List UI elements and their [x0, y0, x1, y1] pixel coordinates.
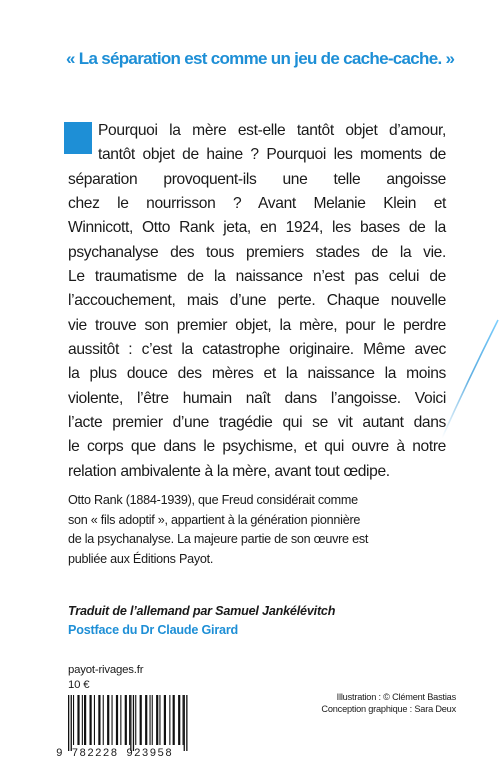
barcode-bar [186, 695, 187, 751]
blurb-line: Pourquoi la mère est-elle tantôt objet d’amour, [98, 122, 446, 139]
barcode-bar [82, 695, 83, 745]
bio-line: de la psychanalyse. La majeure partie de son œuvre est [68, 532, 369, 547]
barcode-bar [84, 695, 86, 745]
translator-credit: Traduit de l’allemand par Samuel Jankélévitch [68, 604, 336, 618]
barcode-bar [183, 695, 184, 745]
barcode-bar [112, 695, 113, 745]
tagline-quote: « La séparation est comme un jeu de cache-cache. » [66, 49, 455, 68]
bio-line: son « fils adoptif », appartient à la génération pionnière [68, 512, 361, 527]
blurb-line: chez le nourrisson ? Avant Melanie Klein et [68, 195, 446, 213]
barcode-bar [140, 695, 142, 745]
author-bio [68, 491, 458, 569]
blurb-line: l’acte premier d’une tragédie qui se vit autant dans [68, 414, 446, 432]
bio-line: publiée aux Éditions Payot. [68, 551, 214, 566]
blurb-line: tantôt objet de haine ? Pourquoi les moments de [98, 146, 446, 164]
barcode-bar [103, 695, 104, 745]
barcode-bar [173, 695, 175, 745]
barcode-bar [133, 695, 134, 751]
blurb-line: Le traumatisme de la naissance n’est pas celui de [68, 268, 446, 286]
barcode-bar [107, 695, 109, 745]
barcode-bar [135, 695, 136, 745]
barcode-bar [73, 695, 74, 745]
publisher-url[interactable]: payot-rivages.fr [68, 664, 144, 676]
blurb-line: l’accouchement, mais d’une perte. Chaque nouvelle [68, 292, 446, 310]
blurb-text [68, 119, 446, 484]
barcode-bar [164, 695, 166, 745]
illustration-credit: Illustration : © Clément Bastias [336, 692, 456, 702]
barcode-bar [120, 695, 121, 745]
blurb-line: le corps que dans le psychisme, et qui ouvre à notre [68, 438, 446, 456]
barcode-bar [178, 695, 180, 745]
price: 10 € [68, 679, 90, 691]
barcode-bar [77, 695, 79, 745]
barcode-bar [184, 695, 185, 751]
bio-line: Otto Rank (1884-1939), que Freud considérait comme [68, 493, 358, 507]
blue-light-streak [440, 300, 500, 440]
illustration-credits [321, 691, 456, 715]
blurb-line: psychanalyse des tous premiers stades de la vie. [68, 243, 446, 261]
blurb-line: aussitôt : c’est la catastrophe originaire. Même avec [68, 341, 446, 359]
barcode-bar [98, 695, 100, 745]
blurb-line: relation ambivalente à la mère, avant tout œdipe. [68, 462, 390, 480]
barcode-bar [150, 695, 151, 745]
barcode-bar [125, 695, 127, 745]
blurb-line: séparation provoquent-ils une telle angoisse [68, 170, 446, 188]
barcode-bar [94, 695, 95, 745]
barcode-bar [90, 695, 92, 745]
barcode-bar [116, 695, 118, 745]
isbn-number: 9 782228 923958 [56, 748, 174, 760]
blurb-line: Winnicott, Otto Rank jeta, en 1924, les bases de la [68, 219, 446, 237]
barcode-bar [145, 695, 147, 745]
barcode-bars [60, 695, 213, 751]
barcode-bar [71, 695, 72, 751]
blurb-line: vie trouve son premier objet, la mère, pour le perdre [68, 316, 446, 334]
postface-credit: Postface du Dr Claude Girard [68, 623, 239, 637]
barcode-bar [129, 695, 130, 745]
barcode-bar [159, 695, 160, 745]
barcode-bar [156, 695, 158, 745]
barcode-bar [152, 695, 153, 745]
barcode-bar [130, 695, 131, 751]
translation-credits [68, 602, 335, 640]
blurb-line: violente, l’être humain naît dans l’angoisse. Voici [68, 389, 446, 407]
barcode-bar [169, 695, 170, 745]
blurb-line: la plus douce des mères et la naissance la moins [68, 365, 446, 383]
barcode-bar [68, 695, 69, 751]
design-credit: Conception graphique : Sara Deux [321, 704, 456, 714]
